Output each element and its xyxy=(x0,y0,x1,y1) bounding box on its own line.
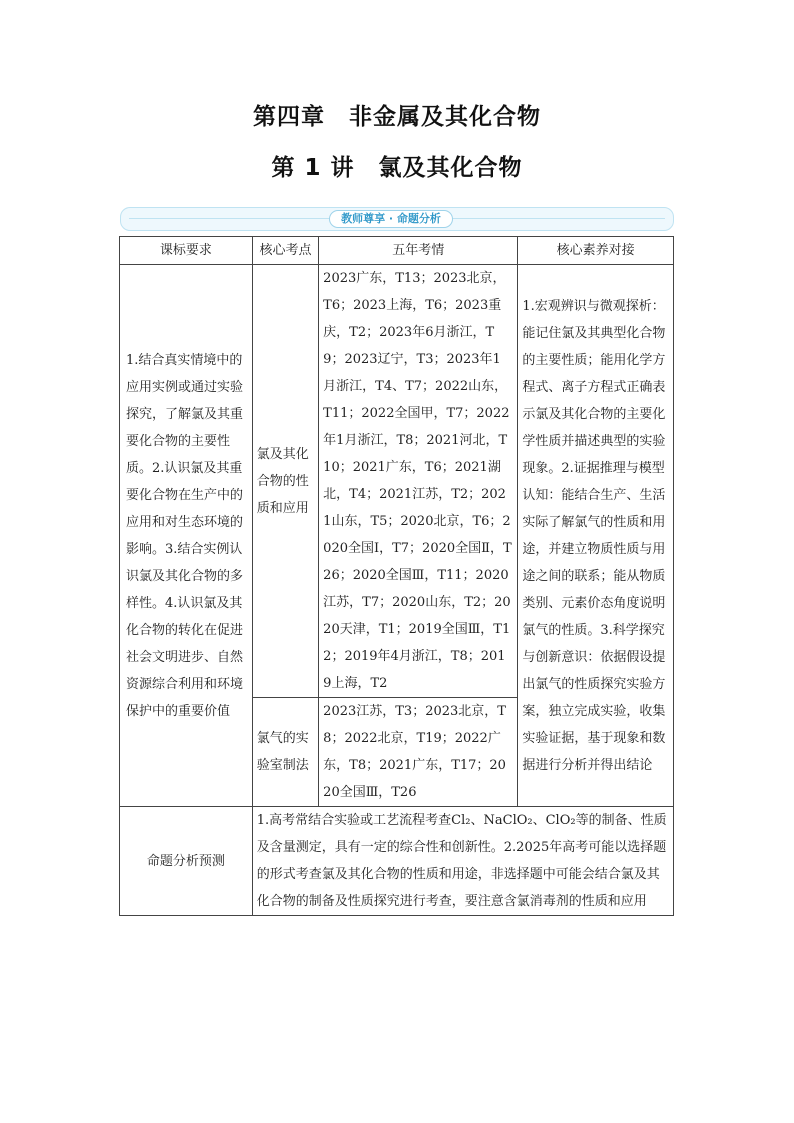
literacy-cell: 1.宏观辨识与微观探析：能记住氯及其典型化合物的主要性质；能用化学方程式、离子方程式正确表示氯及其化合物的主要化学性质并描述典型的实验现象。2.证据推理与模型认知：能结合生产、生活实际了解氯气的性质和用途，并建立物质性质与用途之间的联系；能从物质类别、元素价态角度说明氯气的性质。3.科学探究与创新意识：依据假设提出氯气的性质探究实验方案，独立完成实验，收集实验证据，基于现象和数据进行分析并得出结论 xyxy=(518,265,674,807)
exams-cell: 2023江苏，T3；2023北京，T8；2022北京，T19；2022广东，T8；2021广东，T17；2020全国Ⅲ，T26 xyxy=(319,698,518,807)
table-row xyxy=(120,265,674,698)
forecast-row xyxy=(120,807,674,916)
header-topics: 核心考点 xyxy=(252,237,318,265)
lesson-title: 第 1 讲 氯及其化合物 xyxy=(271,155,523,181)
header-requirements: 课标要求 xyxy=(120,237,253,265)
header-exams: 五年考情 xyxy=(319,237,518,265)
topic-cell: 氯气的实验室制法 xyxy=(252,698,318,807)
header-literacy: 核心素养对接 xyxy=(518,237,674,265)
forecast-label: 命题分析预测 xyxy=(120,807,253,916)
exams-cell: 2023广东，T13；2023北京，T6；2023上海，T6；2023重庆，T2；2023年6月浙江，T9；2023辽宁，T3；2023年1月浙江，T4、T7；2022山东，T11；2022全国甲，T7；2022年1月浙江，T8；2021河北，T10；2021广东，T6；2021湖北，T4；2021江苏，T2；2021山东，T5；2020北京，T6；2020全国Ⅰ，T7；2020全国Ⅱ，T26；2020全国Ⅲ，T11；2020江苏，T7；2020山东，T2；2020天津，T1；2019全国Ⅲ，T12；2019年4月浙江，T8；2019上海，T2 xyxy=(319,265,518,698)
chapter-title: 第四章 非金属及其化合物 xyxy=(253,104,541,130)
section-banner xyxy=(120,207,674,231)
banner-label: 教师尊享 · 命题分析 xyxy=(329,210,453,228)
forecast-text: 1.高考常结合实验或工艺流程考查Cl₂、NaClO₂、ClO₂等的制备、性质及含量测定，具有一定的综合性和创新性。2.2025年高考可能以选择题的形式考查氯及其化合物的性质和用途，非选择题中可能会结合氯及其化合物的制备及性质探究进行考查，要注意含氯消毒剂的性质和应用 xyxy=(252,807,673,916)
analysis-table xyxy=(119,236,674,916)
table-header-row xyxy=(120,237,674,265)
requirements-cell: 1.结合真实情境中的应用实例或通过实验探究，了解氯及其重要化合物的主要性质。2.认识氯及其重要化合物在生产中的应用和对生态环境的影响。3.结合实例认识氯及其化合物的多样性。4.认识氯及其化合物的转化在促进社会文明进步、自然资源综合利用和环境保护中的重要价值 xyxy=(120,265,253,807)
topic-cell: 氯及其化合物的性质和应用 xyxy=(252,265,318,698)
